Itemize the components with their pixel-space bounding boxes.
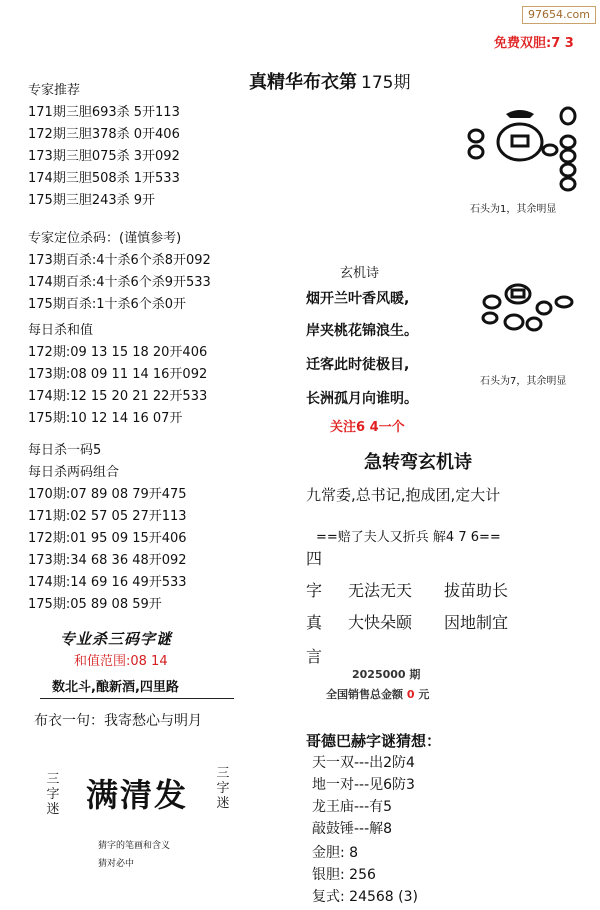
idiom: 拔苗助长: [444, 581, 509, 600]
idiom: 因地制宜: [444, 613, 509, 632]
expert-row: 175期三胆243杀 9开: [28, 193, 156, 208]
position-kill-row: 175期百杀:1十杀6个杀0开: [28, 297, 187, 312]
goldbach-title: 哥德巴赫字谜猜想：: [306, 732, 442, 750]
stone-caption-2: 石头为7，其余明显: [480, 376, 567, 387]
daily-two-section: [28, 440, 187, 616]
daily-sum-row: 175期:10 12 14 16 07开: [28, 411, 183, 426]
goldbach-row: 天一双---出2防4: [312, 755, 415, 771]
riddle-left-label: 三字迷: [46, 772, 60, 817]
daily-one-kill: 每日杀一码5: [28, 443, 102, 458]
sales-label: 全国销售总金额: [326, 688, 403, 701]
position-kill-row: 174期百杀:4十杀6个杀9开533: [28, 275, 211, 290]
expert-row: 173期三胆075杀 3开092: [28, 149, 180, 164]
sales-value: 0: [406, 688, 415, 701]
page-title: [249, 68, 410, 94]
poem-line: 烟开兰叶香风暖,: [306, 291, 410, 307]
idiom: 大快朵颐: [348, 613, 413, 632]
riddle-right-label: 三字迷: [216, 766, 230, 811]
free-double-label: 免费双胆:7 3: [494, 36, 574, 51]
daily-two-row: 173期:34 68 36 48开092: [28, 553, 187, 568]
idiom: 无法无天: [348, 581, 413, 600]
stone-digits-image-2: [478, 278, 582, 342]
north-line: 数北斗,酿新酒,四里路: [52, 680, 179, 695]
stone-caption-1: 石头为1，其余明显: [470, 204, 557, 215]
daily-two-row: 171期:02 57 05 27开113: [28, 509, 187, 524]
hint-line-1: 猜字的笔画和含义: [98, 841, 171, 851]
expert-row: 171期三胆693杀 5开113: [28, 105, 180, 120]
daily-two-row: 175期:05 89 08 59开: [28, 597, 162, 612]
four-char-4: 言: [306, 647, 323, 666]
position-kill-section: [28, 228, 211, 316]
title-main: 真精华布衣第: [249, 72, 357, 93]
focus-label: 关注6 4一个: [330, 420, 405, 435]
daily-sum-row: 173期:08 09 11 14 16开092: [28, 367, 208, 382]
jzw-title: 急转弯玄机诗: [364, 452, 472, 473]
goldbach-row: 地一对---见6防3: [312, 777, 415, 793]
site-badge[interactable]: 97654.com: [522, 6, 596, 24]
daily-two-row: 172期:01 95 09 15开406: [28, 531, 187, 546]
slogan: 专业杀三码字谜: [60, 630, 173, 648]
goldbach-row: 龙王庙---有5: [312, 799, 393, 815]
nine-line: 九常委,总书记,抱成团,定大计: [306, 486, 501, 504]
daily-two-row: 174期:14 69 16 49开533: [28, 575, 187, 590]
sales-unit: 元: [418, 688, 430, 701]
four-char-2: 字: [306, 581, 323, 600]
daily-sum-row: 174期:12 15 20 21 22开533: [28, 389, 208, 404]
daily-sum-row: 172期:09 13 15 18 20开406: [28, 345, 208, 360]
sales-total: [326, 686, 429, 702]
expert-row: 172期三胆378杀 0开406: [28, 127, 180, 142]
poem-line: 迁客此时徒极目,: [306, 357, 410, 373]
stone-digits-image-1: [464, 104, 594, 192]
daily-sum-section: [28, 320, 207, 430]
goldbach-row: 复式: 24568 (3): [312, 889, 418, 905]
goldbach-row: 银胆: 256: [312, 867, 376, 883]
poem-line: 长洲孤月向谁明。: [306, 391, 418, 407]
daily-two-title: 每日杀两码组合: [28, 465, 120, 480]
poem-line: 岸夹桃花锦浪生。: [306, 323, 418, 339]
loss-line: ==赔了夫人又折兵 解4 7 6==: [316, 530, 501, 545]
title-issue: 175期: [361, 73, 411, 93]
buyi-line: 布衣一句：我寄愁心与明月: [34, 713, 202, 729]
four-char-3: 真: [306, 613, 323, 632]
expert-title: 专家推荐: [28, 83, 81, 98]
goldbach-row: 金胆: 8: [312, 845, 359, 861]
expert-row: 174期三胆508杀 1开533: [28, 171, 180, 186]
sales-issue: 2025000 期: [352, 668, 421, 681]
riddle-answer: 满清发: [86, 776, 189, 814]
daily-two-row: 170期:07 89 08 79开475: [28, 487, 187, 502]
poem-title: 玄机诗: [340, 266, 380, 281]
divider: [40, 698, 234, 699]
daily-sum-title: 每日杀和值: [28, 323, 94, 338]
position-kill-title: 专家定位杀码：(谨慎参考): [28, 231, 182, 246]
goldbach-row: 敲鼓锤---解8: [312, 821, 393, 837]
position-kill-row: 173期百杀:4十杀6个杀8开092: [28, 253, 211, 268]
sum-range: 和值范围:08 14: [74, 654, 168, 669]
expert-section: [28, 80, 180, 212]
hint-line-2: 猜对必中: [98, 859, 135, 869]
four-char-1: 四: [306, 549, 323, 568]
